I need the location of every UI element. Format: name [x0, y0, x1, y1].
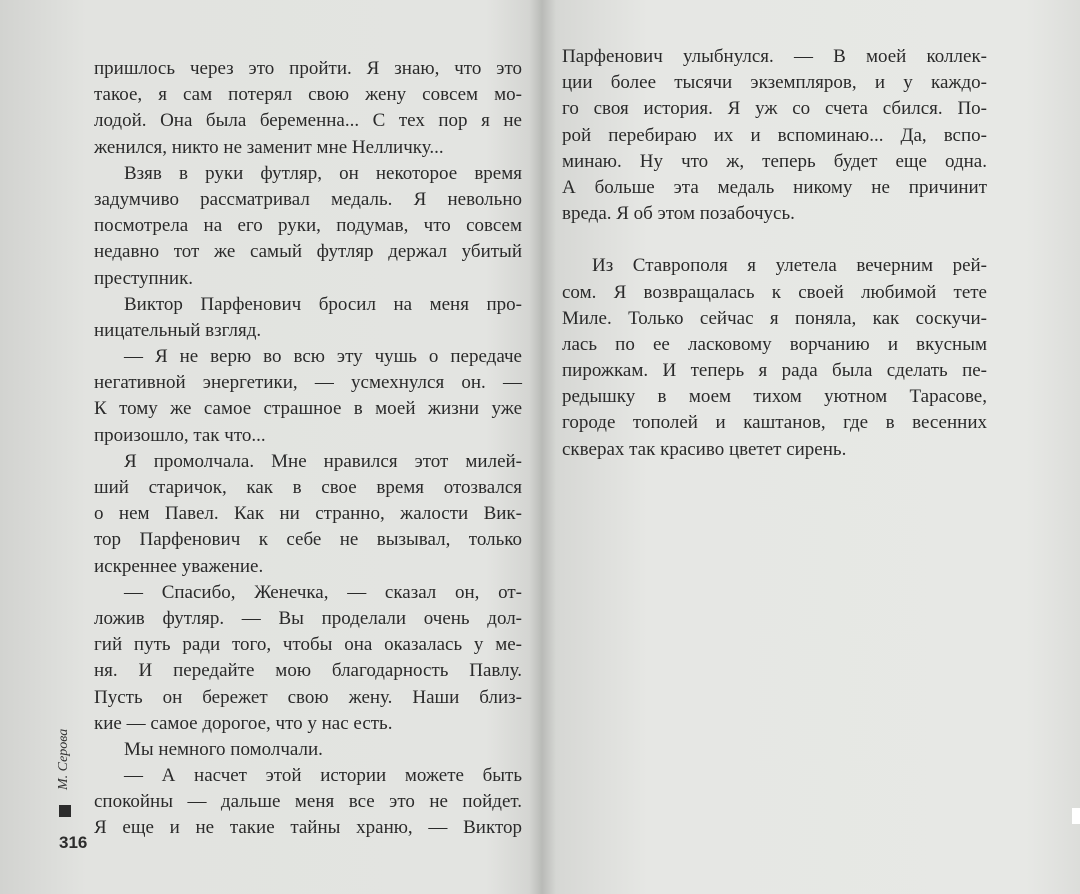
text-line: Я промолчала. Мне нравился этот милей- [124, 450, 522, 472]
text-line: негативной энергетики, — усмехнулся он. — [94, 372, 522, 394]
text-line: ницательный взгляд. [94, 319, 262, 341]
text-line: женился, никто не заменит мне Нелличку... [94, 136, 444, 158]
square-marker-icon [59, 805, 71, 817]
text-line: Пусть он бережет свою жену. Наши близ- [94, 686, 522, 708]
text-line: рой перебираю их и вспоминаю... Да, вспо- [562, 124, 987, 146]
text-line: посмотрела на его руки, подумав, что совсем [94, 215, 522, 237]
text-line: пирожкам. И теперь я рада была сделать пе- [562, 360, 987, 382]
left-page-text [94, 56, 522, 842]
text-line: ший старичок, как в свое время отозвался [94, 477, 522, 498]
section-break [562, 227, 987, 253]
text-line: городе тополей и каштанов, где в весенних [562, 412, 987, 434]
text-line: искреннее уважение. [94, 555, 264, 577]
text-line: пришлось через это пройти. Я знаю, что это [94, 58, 522, 79]
author-running-head: М. Серова [56, 728, 71, 790]
text-line: спокойны — дальше меня все это не пойдет. [94, 791, 522, 813]
text-line: задумчиво рассматривал медаль. Я невольно [94, 188, 522, 210]
text-line: ции более тысячи экземпляров, и у каждо- [562, 72, 987, 94]
text-line: — Спасибо, Женечка, — сказал он, от- [124, 581, 522, 603]
text-line: лась по ее ласковому ворчанию и вкусным [562, 333, 987, 355]
text-line: произошло, так что... [94, 424, 266, 446]
text-line: тор Парфенович к себе не вызывал, только [94, 529, 522, 551]
text-line: кие — самое дорогое, что у нас есть. [94, 712, 393, 734]
scan-edge-artifact [1072, 808, 1080, 824]
text-line: недавно тот же самый футляр держал убитый [94, 241, 522, 263]
text-line: Из Ставрополя я улетела вечерним рей- [592, 255, 987, 277]
right-page-text [562, 44, 987, 463]
text-line: скверах так красиво цветет сирень. [562, 438, 847, 460]
text-line: Мы немного помолчали. [124, 738, 323, 760]
text-line: ложив футляр. — Вы проделали очень дол- [94, 607, 522, 629]
text-line: о нем Павел. Как ни странно, жалости Вик- [94, 503, 522, 525]
text-line: Миле. Только сейчас я поняла, как соскучи- [562, 307, 987, 329]
text-line: Виктор Парфенович бросил на меня про- [124, 293, 522, 315]
page-number: 316 [59, 833, 88, 852]
text-line: редышку в моем тихом уютном Тарасове, [562, 386, 987, 408]
text-line: Я еще и не такие тайны храню, — Виктор [94, 817, 522, 839]
text-line: К тому же самое страшное в моей жизни уже [94, 398, 522, 420]
text-line: такое, я сам потерял свою жену совсем мо- [94, 84, 522, 106]
text-line: гий путь ради того, чтобы она оказалась у ме- [94, 634, 522, 656]
text-line: минаю. Ну что ж, теперь будет еще одна. [562, 150, 987, 172]
text-line: А больше эта медаль никому не причинит [562, 176, 987, 198]
text-line: сом. Я возвращалась к своей любимой тете [562, 281, 987, 303]
text-line: — А насчет этой истории можете быть [124, 765, 522, 787]
text-line: Взяв в руки футляр, он некоторое время [124, 162, 522, 184]
text-line: лодой. Она была беременна... С тех пор я не [94, 110, 522, 132]
text-line: вреда. Я об этом позабочусь. [562, 203, 795, 225]
text-line: Парфенович улыбнулся. — В моей коллек- [562, 46, 987, 67]
text-line: — Я не верю во всю эту чушь о передаче [124, 346, 522, 368]
text-line: преступник. [94, 267, 194, 289]
text-line: го своя история. Я уж со счета сбился. По- [562, 98, 987, 120]
text-line: ня. И передайте мою благодарность Павлу. [94, 660, 522, 682]
